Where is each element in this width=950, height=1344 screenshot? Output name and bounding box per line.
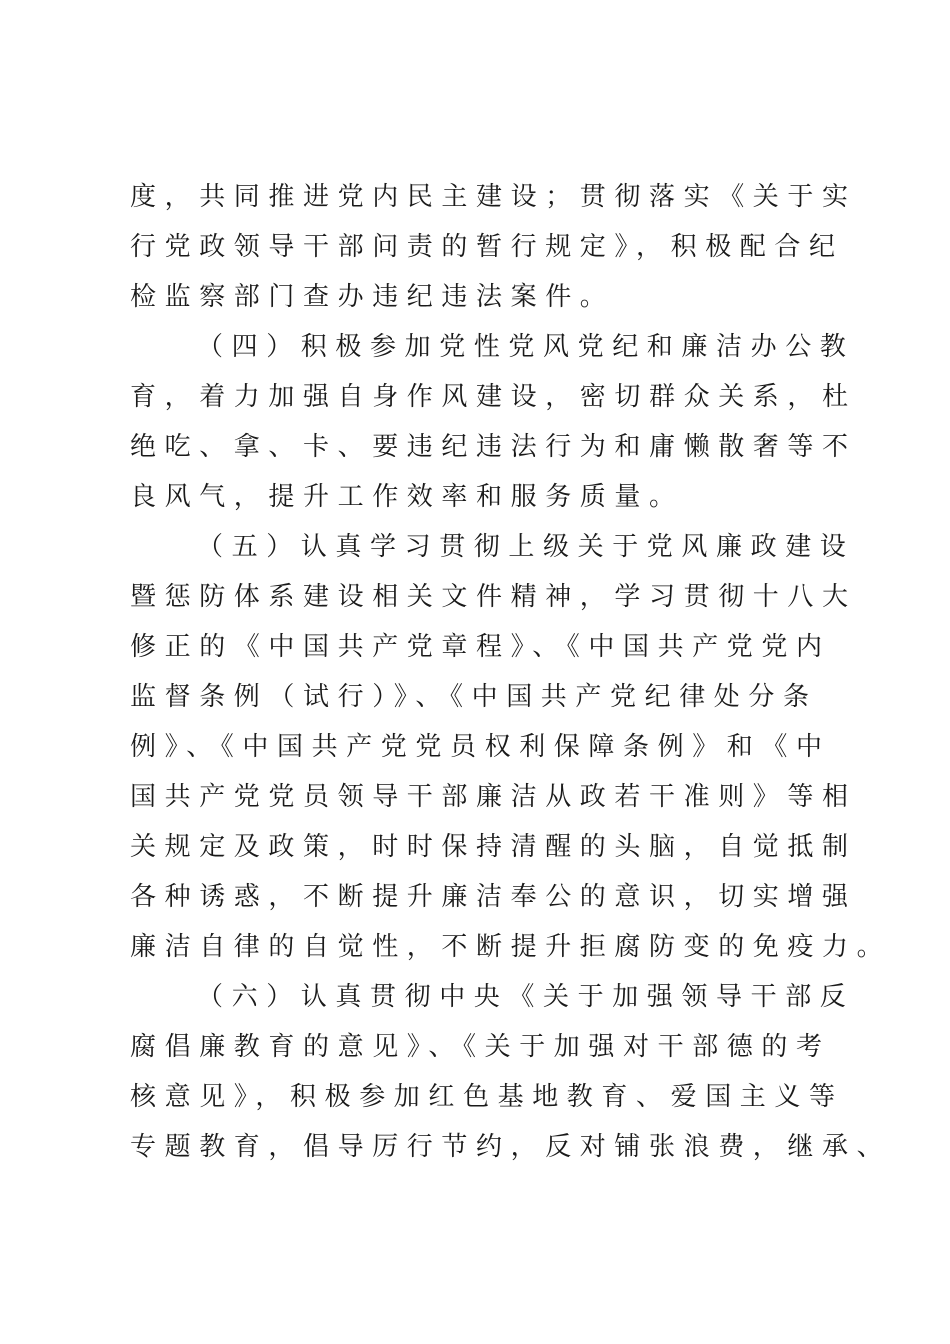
text-line: 关规定及政策，时时保持清醒的头脑，自觉抵制 <box>130 832 857 862</box>
text-line: 核意见》，积极参加红色基地教育、爱国主义等 <box>130 1082 844 1112</box>
text-line: 监督条例（试行）》、《中国共产党纪律处分条 <box>130 682 818 712</box>
text-line: 各种诱惑，不断提升廉洁奉公的意识，切实增强 <box>130 882 857 912</box>
text-line: 专题教育，倡导厉行节约，反对铺张浪费，继承、 <box>130 1132 892 1162</box>
text-line: 行党政领导干部问责的暂行规定》，积极配合纪 <box>130 232 844 262</box>
text-line: 修正的《中国共产党章程》、《中国共产党党内 <box>130 632 831 662</box>
text-line: 育，着力加强自身作风建设，密切群众关系，杜 <box>130 382 857 412</box>
text-line: 例》、《中国共产党党员权利保障条例》和《中 <box>130 732 831 762</box>
paragraph-heading-line: （六）认真贯彻中央《关于加强领导干部反 <box>197 982 855 1012</box>
text-line: 度，共同推进党内民主建设；贯彻落实《关于实 <box>130 182 857 212</box>
text-line: 良风气，提升工作效率和服务质量。 <box>130 482 684 512</box>
text-line: 廉洁自律的自觉性，不断提升拒腐防变的免疫力。 <box>130 932 892 962</box>
text-line: 暨惩防体系建设相关文件精神，学习贯彻十八大 <box>130 582 857 612</box>
text-line: 国共产党党员领导干部廉洁从政若干准则》等相 <box>130 782 857 812</box>
paragraph-heading-line: （五）认真学习贯彻上级关于党风廉政建设 <box>197 532 855 562</box>
text-line: 绝吃、拿、卡、要违纪违法行为和庸懒散奢等不 <box>130 432 857 462</box>
text-line: 检监察部门查办违纪违法案件。 <box>130 282 615 312</box>
paragraph-heading-line: （四）积极参加党性党风党纪和廉洁办公教 <box>197 332 855 362</box>
text-line: 腐倡廉教育的意见》、《关于加强对干部德的考 <box>130 1032 831 1062</box>
